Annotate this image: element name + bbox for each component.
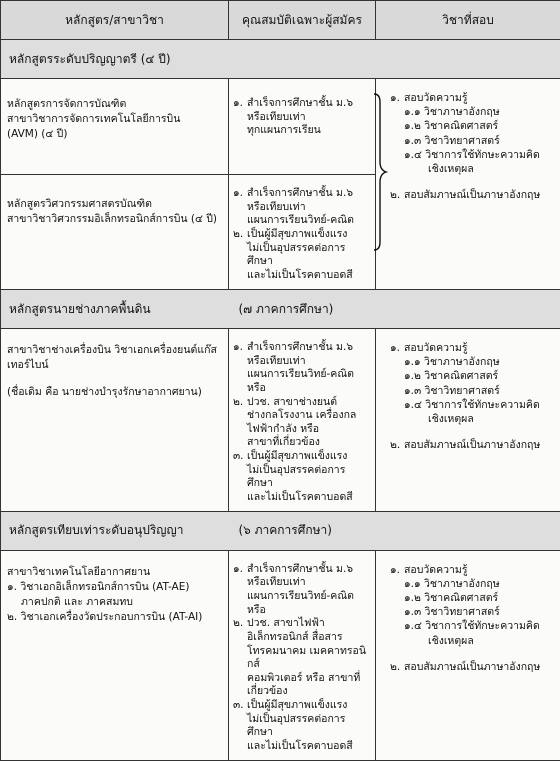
table-header (1, 1, 560, 40)
qual-text: หรือเทียบเท่า (233, 111, 371, 125)
item-number: ๑. (390, 563, 404, 577)
exam-subject: ๑.๔ วิชาการใช้ทักษะความคิด (390, 398, 554, 412)
exam-subject: ๑.๓ วิชาวิทยาศาสตร์ (390, 384, 554, 398)
item-number: ๒. (390, 188, 404, 202)
qualification-cell (229, 550, 376, 760)
qual-text: หรือ (233, 604, 371, 618)
section-duration: (๗ ภาคการศึกษา) (229, 290, 560, 329)
section-bachelor (1, 40, 560, 79)
exam-subject: ๑.๒ วิชาคณิตศาสตร์ (390, 591, 554, 605)
exam-cell (376, 79, 560, 290)
program-name: สาขาวิชาเทคโนโลยีอากาศยาน (7, 565, 222, 580)
qual-text: แผนการเรียนวิทย์-คณิต (233, 590, 371, 604)
section-ground-technician (1, 290, 560, 329)
item-number: ๒. (233, 228, 247, 242)
section-title: หลักสูตรเทียบเท่าระดับอนุปริญญา (1, 511, 229, 550)
qual-text: เป็นผู้มีสุขภาพแข็งแรง (247, 450, 347, 464)
qual-text: ทุกแผนการเรียน (233, 124, 371, 138)
qual-text: หรือ (233, 382, 371, 396)
item-number: ๑. (390, 91, 404, 105)
header-exam: วิชาที่สอบ (376, 1, 560, 40)
exam-heading: สอบวัดความรู้ (404, 563, 467, 577)
qualification-cell (229, 175, 376, 290)
qual-text: สำเร็จการศึกษาชั้น ม.๖ (247, 563, 353, 577)
section-title: หลักสูตรนายช่างภาคพื้นดิน (1, 290, 229, 329)
item-number: ๑. (233, 187, 247, 201)
item-number: ๒. (233, 617, 247, 631)
qual-text: ไม่เป็นอุปสรรคต่อการศึกษา (233, 242, 371, 269)
qual-text: เป็นผู้มีสุขภาพแข็งแรง (247, 228, 347, 242)
header-qualification: คุณสมบัติเฉพาะผู้สมัคร (229, 1, 376, 40)
qualification-cell (229, 79, 376, 175)
qual-text: และไม่เป็นโรคตาบอดสี (233, 269, 371, 283)
item-number: ๑. (233, 563, 247, 577)
item-number: ๒. (390, 438, 404, 452)
exam-interview: สอบสัมภาษณ์เป็นภาษาอังกฤษ (404, 188, 540, 202)
qual-text: เป็นผู้มีสุขภาพแข็งแรง (247, 699, 347, 713)
qual-text: อิเล็กทรอนิกส์ สื่อสาร (233, 631, 371, 645)
item-number: ๒. (390, 660, 404, 674)
qual-text: หรือเทียบเท่า (233, 355, 371, 369)
item-number: ๓. (233, 450, 247, 464)
qual-text: แผนการเรียนวิทย์-คณิต (233, 368, 371, 382)
qual-text: โทรคมนาคม เมคคาทรอนิกส์ (233, 645, 371, 672)
qual-text: และไม่เป็นโรคตาบอดสี (233, 491, 371, 505)
exam-subject: เชิงเหตุผล (390, 162, 554, 176)
qual-text: และไม่เป็นโรคตาบอดสี (233, 740, 371, 754)
exam-subject: ๑.๑ วิชาภาษาอังกฤษ (390, 577, 554, 591)
program-major: สาขาวิชาวิศวกรรมอิเล็กทรอนิกส์การบิน (๔ ปี) (7, 212, 222, 227)
qual-text: สำเร็จการศึกษาชั้น ม.๖ (247, 341, 353, 355)
qual-text: ไม่เป็นอุปสรรคต่อการศึกษา (233, 464, 371, 491)
program-name: หลักสูตรการจัดการบัณฑิต (7, 97, 222, 112)
section-title: หลักสูตรระดับปริญญาตรี (๔ ปี) (1, 40, 560, 79)
item-number: ๑. (233, 97, 247, 111)
program-major: ๑. วิชาเอกอิเล็กทรอนิกส์การบิน (AT-AE) (7, 580, 222, 595)
qual-text: ปวช. สาขาช่างยนต์ (247, 396, 337, 410)
qual-text: ปวช. สาขาไฟฟ้า (247, 617, 325, 631)
program-mode: ภาคปกติ และ ภาคสมทบ (7, 595, 222, 610)
exam-heading: สอบวัดความรู้ (404, 91, 467, 105)
exam-subject: ๑.๓ วิชาวิทยาศาสตร์ (390, 134, 554, 148)
table-row (1, 79, 560, 175)
qual-text: ช่างกลโรงงาน เครื่องกล (233, 409, 371, 423)
program-cell (1, 175, 229, 290)
program-name: สาขาวิชาช่างเครื่องบิน วิชาเอกเครื่องยนต์แก๊ส (7, 343, 222, 358)
item-number: ๑. (390, 341, 404, 355)
exam-subject: เชิงเหตุผล (390, 412, 554, 426)
program-cell (1, 550, 229, 760)
table-row (1, 550, 560, 760)
exam-subject: ๑.๔ วิชาการใช้ทักษะความคิด (390, 148, 554, 162)
header-program: หลักสูตร/สาขาวิชา (1, 1, 229, 40)
exam-subject: ๑.๒ วิชาคณิตศาสตร์ (390, 119, 554, 133)
program-name: หลักสูตรวิศวกรรมศาสตรบัณฑิต (7, 197, 222, 212)
qual-text: เกี่ยวข้อง (233, 685, 371, 699)
exam-subject: ๑.๑ วิชาภาษาอังกฤษ (390, 355, 554, 369)
program-former-name: (ชื่อเดิม คือ นายช่างบำรุงรักษาอากาศยาน) (7, 385, 222, 400)
table-row (1, 329, 560, 512)
qual-text: สาขาที่เกี่ยวข้อง (233, 436, 371, 450)
brace-icon (372, 92, 388, 252)
qualification-cell (229, 329, 376, 512)
item-number: ๑. (233, 341, 247, 355)
qual-text: ไม่เป็นอุปสรรคต่อการศึกษา (233, 713, 371, 740)
program-name: เทอร์ไบน์ (7, 358, 222, 373)
program-cell (1, 329, 229, 512)
exam-interview: สอบสัมภาษณ์เป็นภาษาอังกฤษ (404, 660, 540, 674)
item-number: ๒. (233, 396, 247, 410)
exam-cell (376, 329, 560, 512)
program-code: (AVM) (๔ ปี) (7, 127, 222, 142)
qual-text: คอมพิวเตอร์ หรือ สาขาที่ (233, 672, 371, 686)
program-major: ๒. วิชาเอกเครื่องวัดประกอบการบิน (AT-AI) (7, 610, 222, 625)
section-diploma (1, 511, 560, 550)
qual-text: ไฟฟ้ากำลัง หรือ (233, 423, 371, 437)
section-duration: (๖ ภาคการศึกษา) (229, 511, 560, 550)
qual-text: หรือเทียบเท่า (233, 201, 371, 215)
exam-subject: ๑.๔ วิชาการใช้ทักษะความคิด (390, 619, 554, 633)
exam-subject: ๑.๒ วิชาคณิตศาสตร์ (390, 369, 554, 383)
exam-subject: เชิงเหตุผล (390, 634, 554, 648)
qual-text: สำเร็จการศึกษาชั้น ม.๖ (247, 187, 353, 201)
exam-subject: ๑.๓ วิชาวิทยาศาสตร์ (390, 605, 554, 619)
exam-heading: สอบวัดความรู้ (404, 341, 467, 355)
exam-interview: สอบสัมภาษณ์เป็นภาษาอังกฤษ (404, 438, 540, 452)
qual-text: สำเร็จการศึกษาชั้น ม.๖ (247, 97, 353, 111)
exam-subject: ๑.๑ วิชาภาษาอังกฤษ (390, 105, 554, 119)
qual-text: แผนการเรียนวิทย์-คณิต (233, 214, 371, 228)
item-number: ๓. (233, 699, 247, 713)
program-major: สาขาวิชาการจัดการเทคโนโลยีการบิน (7, 112, 222, 127)
qual-text: หรือเทียบเท่า (233, 576, 371, 590)
program-cell (1, 79, 229, 175)
exam-cell (376, 550, 560, 760)
